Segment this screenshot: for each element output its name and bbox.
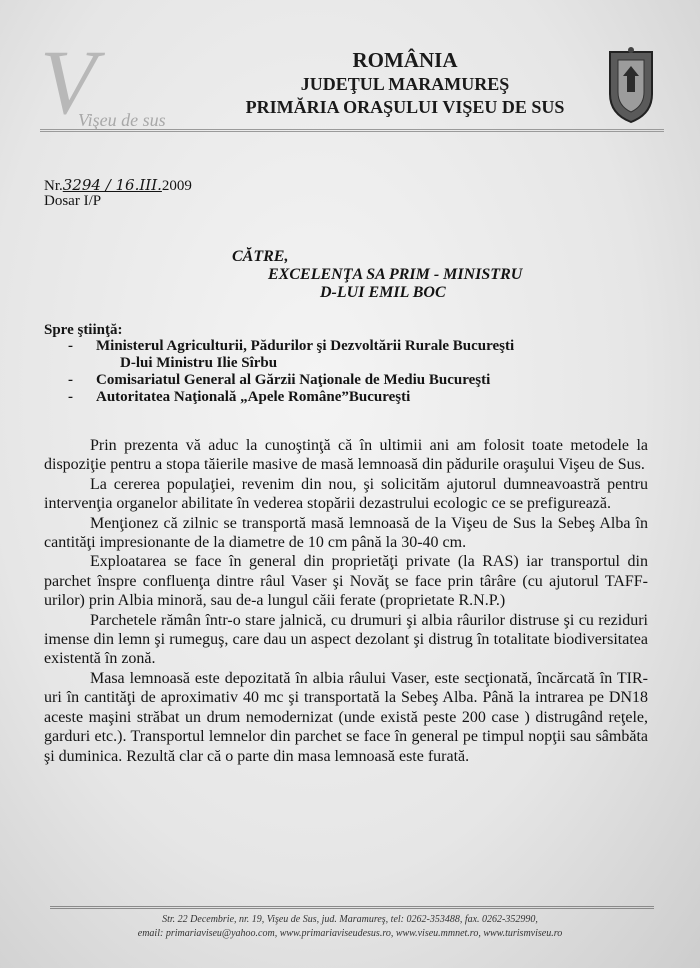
header-country: ROMÂNIA [352,48,458,72]
footer-contacts: email: primariaviseu@yahoo.com, www.primariaviseudesus.ro, www.viseu.mmnet.ro, www.turismviseu.ro [137,928,563,939]
cc-item: D-lui Ministru Ilie Sîrbu [120,355,278,371]
footer-address: Str. 22 Decembrie, nr. 19, Vişeu de Sus, jud. Maramureş, tel: 0262-353488, fax. 0262-352990, [162,914,538,925]
body-paragraph: Masa lemnoasă este depozitată în albia râului Vaser, este secţionată, încărcată în TIR-uri în cantităţi de aproximativ 40 mc şi transportată la Sebeş Alba. Până la intrarea pe DN18 aceste maşini străbat un drum nemodernizat (unde există peste 200 case ) distrugând reţele, garduri etc.). Transportul lemnelor din parchet se face în general pe timpul nopţii sau sâmbăta şi duminica. Rezultă clar că o parte din masa lemnoasă este furată. [44,669,648,765]
body-paragraph: Menţionez că zilnic se transportă masă lemnoasă de la Vişeu de Sus la Sebeş Alba în cantităţi impresionante de la diametre de 10 cm până la 30-40 cm. [44,514,648,552]
cc-item: - Comisariatul General al Gărzii Naţionale de Mediu Bucureşti [68,372,491,388]
letter-body [44,436,648,766]
file-reference: Dosar I/P [44,193,102,209]
coat-of-arms-icon [604,46,658,124]
body-paragraph: Prin prezenta vă aduc la cunoştinţă că în ultimii ani am folosit toate metodele la dispoziţie pentru a stopa tăierile masive de masă lemnoasă din pădurile oraşului Vişeu de Sus. [44,437,648,474]
addressee-title: EXCELENŢA SA PRIM - MINISTRU [268,266,523,283]
header-county: JUDEŢUL MARAMUREŞ [300,74,510,94]
nr-label: Nr. [44,178,63,194]
cc-label: Spre ştiinţă: [44,322,123,338]
body-paragraph: La cererea populaţiei, revenim din nou, şi solicităm ajutorul dumneavoastră pentru intervenţia organelor abilitate în vederea stopării dezastrului ecologic ce se prefigurează. [44,475,648,513]
header-divider [40,129,664,132]
cc-item: - Ministerul Agriculturii, Pădurilor şi Dezvoltării Rurale Bucureşti [68,338,515,354]
footer-divider [50,906,654,909]
nr-year: 2009 [161,178,192,194]
header-town-hall: PRIMĂRIA ORAŞULUI VIŞEU DE SUS [245,97,565,117]
addressee-to: CĂTRE, [232,248,289,265]
body-paragraph: Exploatarea se face în general din proprietăţi private (la RAS) iar transportul din parchet înspre confluenţa dintre râul Vaser şi Novăţ se face prin târâre (cu ajutorul TAFF-urilor) prin Albia minoră, sau de-a lungul căii ferate (proprietate R.N.P.) [44,553,648,610]
nr-handwritten: 3294 / 16.III. [62,176,162,194]
addressee-name: D-LUI EMIL BOC [320,284,446,301]
town-logo-script: Vişeu de sus [78,110,166,130]
cc-item: - Autoritatea Naţională „Apele Române”Bucureşti [68,389,411,405]
body-paragraph: Parchetele rămân într-o stare jalnică, cu drumuri şi albia râurilor distruse şi cu reziduri imense din lemn şi rumeguş, care dau un aspect dezolant şi distrug în totalitate biodiversitatea existentă în zonă. [44,611,648,668]
town-logo-letter: V [40,31,93,133]
